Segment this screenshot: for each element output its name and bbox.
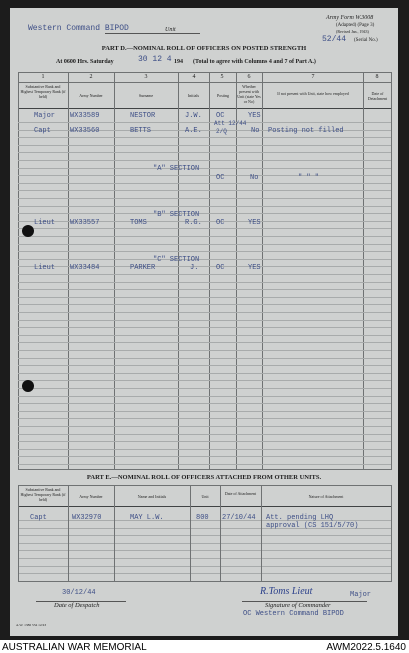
col-number-2: 2 <box>89 74 93 80</box>
part-e-unit: 800 <box>196 514 209 522</box>
ruled-line <box>18 573 391 574</box>
ruled-line <box>18 206 391 207</box>
row1-initials: J.W. <box>185 112 202 120</box>
punch-hole-top <box>22 225 34 237</box>
col-number-3: 3 <box>144 74 148 80</box>
ruled-line <box>18 251 391 252</box>
col-number-7: 7 <box>311 74 315 80</box>
form-name: Army Form W.3008 <box>326 15 374 21</box>
section-a-posting: OC <box>216 174 225 182</box>
form-page <box>10 8 398 636</box>
row2-number: WX33560 <box>70 127 100 135</box>
section-b-rank: Lieut <box>34 219 56 227</box>
part-e-date: 27/10/44 <box>222 514 256 522</box>
ruled-line <box>18 403 391 404</box>
col-header-present: Whether present with Unit (state Yes or No) <box>237 84 261 104</box>
col-header-initials: Initials <box>187 93 200 98</box>
section-a-label: "A" SECTION <box>153 165 200 173</box>
ruled-line <box>18 244 391 245</box>
section-b-present: YES <box>248 219 261 227</box>
ruled-line <box>18 418 391 419</box>
row1-number: WX33589 <box>70 112 100 120</box>
part-e-name: MAY L.W. <box>130 514 164 522</box>
ruled-line <box>18 282 391 283</box>
commander-signature: R.Toms Lieut <box>260 586 313 597</box>
col-number-6: 6 <box>247 74 251 80</box>
part-e-divider-4 <box>220 485 221 582</box>
section-c-rank: Lieut <box>34 264 56 272</box>
ruled-line <box>18 312 391 313</box>
col-number-4: 4 <box>192 74 196 80</box>
ruled-line <box>18 396 391 397</box>
part-d-date: 30 12 4 <box>138 55 172 64</box>
part-e-nature-line-2: approval (CS 151/5/70) <box>266 522 359 530</box>
ruled-line <box>18 122 391 123</box>
table-bottom-border <box>18 469 391 470</box>
table-top-border <box>18 72 391 73</box>
row2-initials: A.E. <box>185 127 202 135</box>
ruled-line <box>18 228 391 229</box>
part-d-note: (Total to agree with Columns 4 and 7 of Part A.) <box>193 59 316 65</box>
ruled-line <box>18 183 391 184</box>
part-e-top-border <box>18 485 391 486</box>
ruled-line <box>18 566 391 567</box>
part-e-number: WX32970 <box>72 514 102 522</box>
section-b-number: WX33557 <box>70 219 100 227</box>
part-e-divider-1 <box>68 485 69 582</box>
section-b-posting: OC <box>216 219 225 227</box>
ruled-line <box>18 168 391 169</box>
section-b-initials: R.G. <box>185 219 202 227</box>
ruled-line <box>18 449 391 450</box>
caption-left: AUSTRALIAN WAR MEMORIAL <box>2 642 147 653</box>
col-header-number: Army Number <box>79 93 103 98</box>
col-number-1: 1 <box>41 74 45 80</box>
ruled-line <box>18 358 391 359</box>
form-revised: (Revised Jan., 1943) <box>336 29 369 34</box>
ruled-line <box>18 137 391 138</box>
section-c-label: "C" SECTION <box>153 256 200 264</box>
ruled-line <box>18 152 391 153</box>
commander-for-rank: Major <box>350 591 372 599</box>
part-e-bottom-border <box>18 581 391 582</box>
section-b-surname: TOMS <box>130 219 147 227</box>
part-e-title: PART E.—NOMINAL ROLL OF OFFICERS ATTACHED FROM OTHER UNITS. <box>86 474 322 481</box>
row1-present: YES <box>248 112 261 120</box>
row2-posting-note: Att 12/44 <box>214 120 247 127</box>
part-e-header-border <box>18 506 391 507</box>
ruled-line <box>18 350 391 351</box>
col-number-5: 5 <box>220 74 224 80</box>
ruled-line <box>18 411 391 412</box>
unit-name: Western Command BIPOD <box>28 24 129 33</box>
part-d-title: PART D.—NOMINAL ROLL OF OFFICERS ON POSTED STRENGTH <box>101 45 307 52</box>
ruled-line <box>18 304 391 305</box>
part-e-header-rank: Substantive Rank and Highest Temporary Rank (if held) <box>20 487 66 502</box>
print-code: A.W. 1386 534 12/43 <box>16 623 47 627</box>
ruled-line <box>18 342 391 343</box>
ruled-line <box>18 456 391 457</box>
part-e-edge-right <box>391 485 392 582</box>
ruled-line <box>18 236 391 237</box>
ruled-line <box>18 289 391 290</box>
ruled-line <box>18 175 391 176</box>
ruled-line <box>18 320 391 321</box>
col-header-rank: Substantive Rank and Highest Temporary Rank (if held) <box>20 84 66 99</box>
col-header-employed: If not present with Unit, state how employed <box>277 91 349 96</box>
ruled-line <box>18 327 391 328</box>
form-adapted: (Adapted) (Page 3) <box>336 23 375 28</box>
row1-surname: NESTOR <box>130 112 156 120</box>
part-e-nature-line-1: Att. pending LHQ <box>266 514 334 522</box>
ruled-line <box>18 426 391 427</box>
ruled-line <box>18 550 391 551</box>
ruled-line <box>18 190 391 191</box>
ruled-line <box>18 380 391 381</box>
ruled-line <box>18 543 391 544</box>
section-a-employed: " " " <box>298 174 320 182</box>
row1-rank: Major <box>34 112 56 120</box>
ruled-line <box>18 335 391 336</box>
header-bottom-border <box>18 108 391 109</box>
ruled-line <box>18 198 391 199</box>
part-e-divider-2 <box>114 485 115 582</box>
ruled-line <box>18 434 391 435</box>
ruled-line <box>18 373 391 374</box>
unit-underline <box>105 33 200 34</box>
ruled-line <box>18 160 391 161</box>
ruled-line <box>18 274 391 275</box>
row2-surname: BETTS <box>130 127 152 135</box>
part-e-divider-5 <box>261 485 262 582</box>
part-d-time-line: At 0600 Hrs. Saturday <box>56 59 114 65</box>
col-header-surname: Surname <box>138 93 154 98</box>
ruled-line <box>18 464 391 465</box>
part-d-year: 194 <box>174 59 183 65</box>
part-e-rank: Capt <box>30 514 47 522</box>
section-c-number: WX33484 <box>70 264 100 272</box>
part-e-header-name: Name and Initials <box>137 494 167 499</box>
part-e-header-date: Date of Attachment <box>224 491 257 496</box>
row2-posting: 2/Q <box>216 128 227 135</box>
ruled-line <box>18 213 391 214</box>
punch-hole-bottom <box>22 380 34 392</box>
row2-employed: Posting not filled <box>268 127 344 135</box>
section-c-surname: PARKER <box>130 264 156 272</box>
ruled-line <box>18 297 391 298</box>
serial-label: (Serial No.) <box>354 38 378 43</box>
ruled-line <box>18 365 391 366</box>
col-number-8: 8 <box>375 74 379 80</box>
ruled-line <box>18 535 391 536</box>
row2-present: No <box>251 127 260 135</box>
col-edge-right <box>391 72 392 470</box>
despatch-date: 30/12/44 <box>62 589 96 597</box>
section-c-posting: OC <box>216 264 225 272</box>
section-c-present: YES <box>248 264 261 272</box>
part-e-header-nature: Nature of Attachment <box>308 494 344 499</box>
part-e-header-number: Army Number <box>79 494 103 499</box>
part-e-divider-3 <box>190 485 191 582</box>
ruled-line <box>18 441 391 442</box>
section-a-present: No <box>250 174 259 182</box>
ruled-line <box>18 388 391 389</box>
ruled-line <box>18 259 391 260</box>
part-e-header-unit: Unit <box>201 494 209 499</box>
part-e-edge-left <box>18 485 19 582</box>
col-header-posting: Posting <box>216 93 229 98</box>
section-c-initials: J. <box>190 264 199 272</box>
commander-label: Signature of Commander <box>265 602 331 609</box>
row2-rank: Capt <box>34 127 51 135</box>
despatch-label: Date of Despatch <box>54 602 100 609</box>
serial-number: 52/44 <box>322 35 347 44</box>
row1-posting: OC <box>216 112 225 120</box>
ruled-line <box>18 145 391 146</box>
ruled-line <box>18 558 391 559</box>
col-number-border <box>18 82 391 83</box>
caption-right: AWM2022.5.1640 <box>326 642 406 653</box>
section-b-label: "B" SECTION <box>153 211 200 219</box>
commander-unit: OC Western Command BIPOD <box>243 610 344 618</box>
unit-label: Unit <box>165 27 176 33</box>
col-header-detachment: Date of Detachment <box>367 91 388 101</box>
